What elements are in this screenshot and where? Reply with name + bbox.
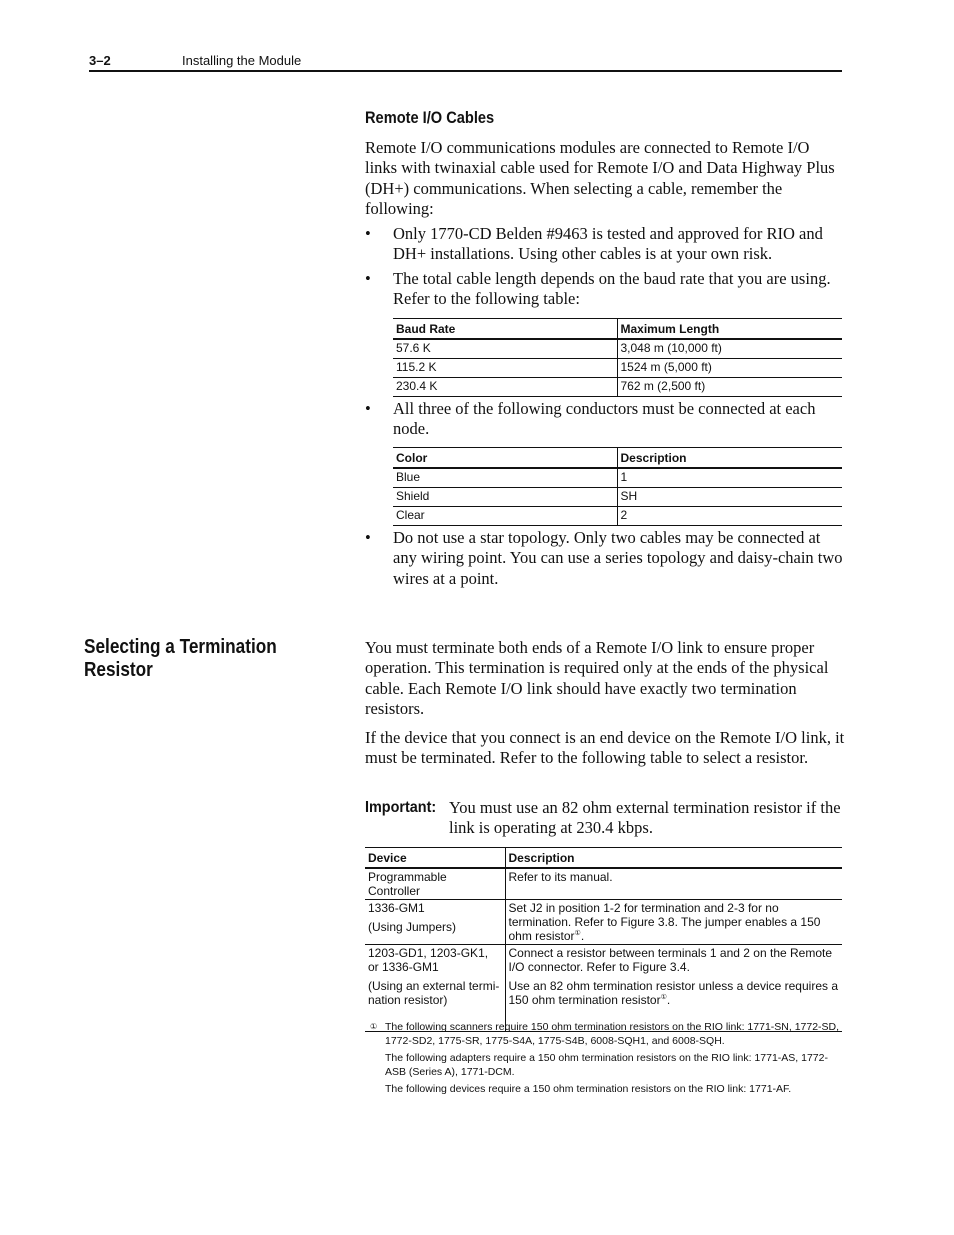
bullet-dot: • bbox=[365, 399, 371, 418]
device-description bbox=[509, 979, 840, 1007]
conductor-table bbox=[393, 447, 842, 526]
important-text: You must use an 82 ohm external termination resistor if the link is operating at 230.4 kbps. bbox=[449, 798, 841, 838]
footnote-ref: ① bbox=[660, 994, 667, 1001]
heading-line: Selecting a Termination bbox=[84, 636, 277, 658]
device-name: 1336-GM1 bbox=[368, 901, 425, 915]
table-cell: 762 m (2,500 ft) bbox=[617, 378, 842, 397]
section-heading-termination bbox=[84, 636, 277, 682]
bullet-dot: • bbox=[365, 224, 371, 243]
footnotes bbox=[370, 1020, 840, 1099]
device-description: Set J2 in position 1-2 for termination and 2-3 for no termination. Refer to Figure 3.8. The jumper enables a 150 ohm resistor bbox=[508, 901, 821, 943]
table-cell bbox=[505, 900, 842, 945]
table-row bbox=[393, 339, 842, 359]
bullet-text: Only 1770-CD Belden #9463 is tested and approved for RIO and DH+ installations. Using other cables is at your own risk. bbox=[393, 224, 823, 264]
bullet-text: All three of the following conductors must be connected at each node. bbox=[393, 399, 816, 439]
table-cell: Clear bbox=[393, 507, 617, 526]
table-cell: 2 bbox=[617, 507, 842, 526]
device-note: (Using an external termi-nation resistor) bbox=[368, 979, 500, 1007]
table-cell: 1 bbox=[617, 468, 842, 488]
device-name: 1203-GD1, 1203-GK1, or 1336-GM1 bbox=[368, 946, 489, 974]
table-cell bbox=[365, 900, 505, 945]
table-cell: Blue bbox=[393, 468, 617, 488]
table-header-cell: Description bbox=[617, 448, 842, 469]
footnote-marker: ① bbox=[370, 1022, 378, 1031]
table-cell: Shield bbox=[393, 488, 617, 507]
table-row bbox=[393, 359, 842, 378]
table-row bbox=[365, 900, 842, 945]
table-row bbox=[393, 488, 842, 507]
table-cell: Refer to its manual. bbox=[505, 868, 842, 900]
bullet-text: Do not use a star topology. Only two cables may be connected at any wiring point. You can use a series topology and daisy-chain two wires at a point. bbox=[393, 528, 843, 588]
page-number: 3–2 bbox=[89, 53, 111, 68]
table-row bbox=[365, 945, 842, 1032]
section-heading-remote-io-cables: Remote I/O Cables bbox=[365, 108, 495, 127]
table-row bbox=[365, 868, 842, 900]
device-description-text: Use an 82 ohm termination resistor unless a device requires a 150 ohm termination resistor bbox=[508, 979, 838, 1007]
remote-io-intro: Remote I/O communications modules are connected to Remote I/O links with twinaxial cable used for Remote I/O and Data Highway Plus (DH+) communications. When selecting a cable, remember the following: bbox=[365, 138, 835, 219]
footnote-text: The following scanners require 150 ohm termination resistors on the RIO link: 1771-SN, 1772-SD, 1772-SD2, 1775-SR, 1775-S4A, 1775-S4B, 6008-SQH1, and 6008-SQH. bbox=[385, 1021, 840, 1047]
table-header-cell: Maximum Length bbox=[617, 319, 842, 340]
table-cell bbox=[505, 945, 842, 1032]
table-cell: SH bbox=[617, 488, 842, 507]
bullet-dot: • bbox=[365, 269, 371, 288]
table-row bbox=[393, 378, 842, 397]
table-header-row bbox=[365, 848, 842, 869]
running-head: Installing the Module bbox=[182, 53, 302, 68]
table-cell: 57.6 K bbox=[393, 339, 617, 359]
table-header-cell: Device bbox=[365, 848, 505, 869]
table-header-cell: Color bbox=[393, 448, 617, 469]
device-table bbox=[365, 847, 842, 1032]
table-header-row bbox=[393, 448, 842, 469]
table-row bbox=[393, 468, 842, 488]
device-description: Connect a resistor between terminals 1 and 2 on the Remote I/O connector. Refer to Figure 3.4. bbox=[508, 946, 833, 974]
page-header bbox=[89, 51, 842, 73]
header-rule bbox=[89, 70, 842, 72]
table-header-cell: Description bbox=[505, 848, 842, 869]
termination-para-2: If the device that you connect is an end device on the Remote I/O link, it must be terminated. Refer to the following table to select a resistor. bbox=[365, 728, 845, 768]
table-cell: 1524 m (5,000 ft) bbox=[617, 359, 842, 378]
baud-rate-table bbox=[393, 318, 842, 397]
table-header-row bbox=[393, 319, 842, 340]
device-description-end: . bbox=[666, 993, 671, 1007]
table-cell bbox=[365, 945, 505, 1032]
table-header-cell: Baud Rate bbox=[393, 319, 617, 340]
device-note: (Using Jumpers) bbox=[368, 920, 457, 934]
table-row bbox=[393, 507, 842, 526]
device-description-end: . bbox=[580, 929, 585, 943]
table-cell: 230.4 K bbox=[393, 378, 617, 397]
footnote-ref: ① bbox=[574, 930, 581, 937]
heading-line: Resistor bbox=[84, 659, 153, 681]
table-cell: Programmable Controller bbox=[365, 868, 505, 900]
table-cell: 3,048 m (10,000 ft) bbox=[617, 339, 842, 359]
important-label: Important: bbox=[365, 799, 437, 816]
bullet-dot: • bbox=[365, 528, 371, 547]
table-cell: 115.2 K bbox=[393, 359, 617, 378]
termination-para-1: You must terminate both ends of a Remote I/O link to ensure proper operation. This termination is required only at the ends of the physical cable. Each Remote I/O link should have exactly two termination resistors. bbox=[365, 638, 829, 719]
footnote-text: The following adapters require a 150 ohm termination resistors on the RIO link: 1771-AS, 1772-ASB (Series A), 1771-DCM. bbox=[385, 1052, 828, 1078]
footnote-text: The following devices require a 150 ohm termination resistors on the RIO link: 1771-AF. bbox=[385, 1083, 792, 1095]
bullet-text: The total cable length depends on the baud rate that you are using. Refer to the following table: bbox=[393, 269, 831, 309]
